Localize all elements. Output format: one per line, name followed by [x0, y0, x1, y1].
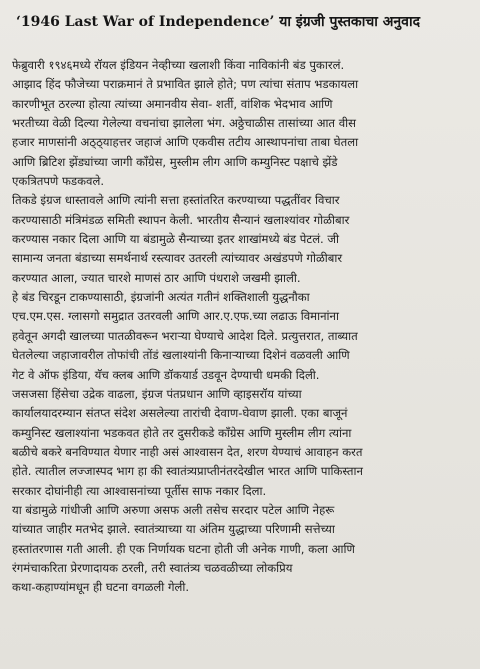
text-line: कार्यालयादरम्यान संतप्त संदेश असलेल्या तारांची देवाण-घेवाण झाली. एका बाजूनं — [12, 406, 348, 421]
text-line: आणि ब्रिटिश झेंड्यांच्या जागी काँग्रेस, मुस्लीम लीग आणि कम्युनिस्ट पक्षाचे झेंडे — [12, 154, 338, 169]
text-line: घेतलेल्या जहाजावरील तोफांची तोंडं खलाश्यांनी किनाऱ्याच्या दिशेनं वळवली आणि — [12, 348, 350, 363]
text-line: सरकार दोघांनीही त्या आश्वासनांच्या पूर्तीस साफ नकार दिला. — [12, 483, 267, 498]
paragraph-2 — [12, 191, 470, 288]
text-line: हजार माणसांनी अठ्ठ्याहत्तर जहाजं आणि एकवीस तटीय आस्थापनांचा ताबा घेतला — [12, 135, 359, 150]
text-line: करण्यासाठी मंत्रिमंडळ समिती स्थापन केली. भारतीय सैन्यानं खलाश्यांवर गोळीबार — [12, 212, 350, 227]
text-line: फेब्रुवारी १९४६मध्ये रॉयल इंडियन नेव्हीच्या खलाशी किंवा नाविकांनी बंड पुकारलं. — [12, 58, 345, 72]
text-line: जसजसा हिंसेचा उद्रेक वाढला, इंग्रज पंतप्रधान आणि व्हाइसरॉय यांच्या — [12, 386, 302, 401]
paragraph-1 — [12, 56, 470, 191]
text-line: होते. त्यातील लज्जास्पद भाग हा की स्वातंत्र्यप्राप्तीनंतरदेखील भारत आणि पाकिस्तान — [12, 464, 363, 479]
paragraph-3 — [12, 288, 470, 385]
text-line: करण्यात आला, ज्यात चारशे माणसं ठार आणि पंधराशे जखमी झाली. — [12, 270, 301, 285]
text-line: एकत्रितपणे फडकवले. — [12, 174, 105, 189]
paragraph-5 — [12, 501, 470, 598]
text-line: भरतीच्या वेळी दिल्या गेलेल्या वचनांचा झालेला भंग. अठ्ठेचाळीस तासांच्या आत वीस — [12, 116, 357, 131]
text-line: कथा-कहाण्यांमधून ही घटना वगळली गेली. — [12, 580, 190, 595]
text-line: रंगमंचाकरिता प्रेरणादायक ठरली, तरी स्वातंत्र्य चळवळीच्या लोकप्रिय — [12, 560, 293, 575]
title-english: ‘1946 Last War of Independence’ — [16, 14, 275, 30]
paragraph-4 — [12, 385, 470, 501]
text-line: हस्तांतरणास गती आली. ही एक निर्णायक घटना होती जी अनेक गाणी, कला आणि — [12, 541, 355, 556]
text-line: कम्युनिस्ट खलाश्यांना भडकवत होते तर दुसरीकडे काँग्रेस आणि मुस्लीम लीग त्यांना — [12, 425, 352, 440]
text-line: यांच्यात जाहीर मतभेद झाले. स्वातंत्र्याच्या या अंतिम युद्धाच्या परिणामी सत्तेच्या — [12, 522, 335, 537]
text-line: कारणीभूत ठरल्या होत्या त्यांच्या अमानवीय सेवा- शर्ती, वांशिक भेदभाव आणि — [12, 96, 333, 111]
text-line: एच.एम.एस. ग्लासगो समुद्रात उतरवली आणि आर.ए.एफ.च्या लढाऊ विमानांना — [12, 309, 339, 324]
text-line: हे बंड चिरडून टाकण्यासाठी, इंग्रजांनी अत्यंत गतीनं शक्तिशाली युद्धनौका — [12, 290, 310, 305]
text-line: बळीचे बकरे बनविण्यात येणार नाही असं आश्वासन देत, शरण येण्याचं आवाहन करत — [12, 444, 363, 459]
text-line: आझाद हिंद फौजेच्या पराक्रमानं ते प्रभावित झाले होते; पण त्यांचा संताप भडकायला — [12, 77, 359, 92]
title-marathi: या इंग्रजी पुस्तकाचा अनुवाद — [274, 14, 421, 30]
text-line: या बंडामुळे गांधीजी आणि अरुणा असफ अली तसेच सरदार पटेल आणि नेहरू — [12, 502, 335, 517]
text-line: करण्यास नकार दिला आणि या बंडामुळे सैन्याच्या इतर शाखांमध्ये बंड पेटलं. जी — [12, 232, 340, 247]
text-line: हवेतून अगदी खालच्या पातळीवरून भराऱ्या घेण्याचे आदेश दिले. प्रत्युत्तरात, ताब्यात — [12, 328, 358, 343]
text-line: सामान्य जनता बंडाच्या समर्थनार्थ रस्त्यावर उतरली त्यांच्यावर अखंडपणे गोळीबार — [12, 251, 343, 266]
body-text — [12, 56, 470, 598]
text-line: तिकडे इंग्रज धास्तावले आणि त्यांनी सत्ता हस्तांतरित करण्याच्या पद्धतींवर विचार — [12, 193, 340, 208]
text-line: गेट वे ऑफ इंडिया, यॅच क्लब आणि डॉकयार्ड उडवून देण्याची धमकी दिली. — [12, 367, 320, 382]
panel-title — [16, 12, 470, 32]
